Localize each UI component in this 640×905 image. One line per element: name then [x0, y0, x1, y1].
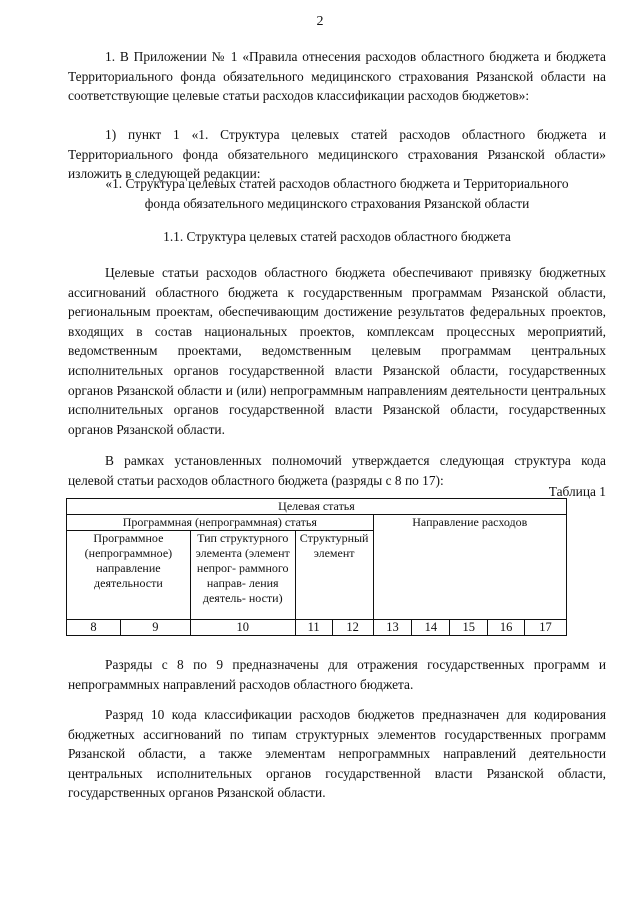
header-program-article: Программная (непрограммная) статья [67, 515, 374, 531]
digits-8-9-paragraph: Разряды с 8 по 9 предназначены для отражения государственных программ и непрограммных направлений расходов областного бюджета. [68, 657, 606, 692]
digit-cell: 11 [295, 620, 332, 636]
table-header-row-1 [67, 499, 567, 515]
digit-cell: 14 [412, 620, 450, 636]
section-heading: 1.1. Структура целевых статей расходов областного бюджета [163, 229, 511, 244]
quoted-heading [68, 174, 606, 213]
header-structural-type: Тип структурного элемента (элемент непрог- раммного направ- ления деятель- ности) [190, 531, 295, 620]
digit-cell: 8 [67, 620, 121, 636]
item-1-subitem-1-paragraph: 1) пункт 1 «1. Структура целевых статей расходов областного бюджета и Территориального фонда обязательного медицинского страхования Рязанской области» изложить в следующей редакции: [68, 127, 606, 182]
digit-cell: 15 [450, 620, 488, 636]
quoted-heading-line-1: «1. Структура целевых статей расходов областного бюджета и Территориального [105, 176, 569, 191]
digit-cell: 16 [488, 620, 525, 636]
table-caption: Таблица 1 [548, 484, 606, 499]
structure-paragraph: В рамках установленных полномочий утверждается следующая структура кода целевой статьи расходов областного бюджета (разряды с 8 по 17): [68, 453, 606, 488]
header-program-direction: Программное (непрограммное) направление деятельности [67, 531, 191, 620]
header-expense-direction: Направление расходов [373, 515, 566, 620]
assignments-paragraph: Целевые статьи расходов областного бюджета обеспечивают привязку бюджетных ассигнований областного бюджета к государственным программам Рязанской области, региональным проектам, обеспечивающим достижение результатов федеральных проектов, входящих в состав национальных проектов, комплексам процессных мероприятий, ведомственным проектами, ведомственным целевым программам центральных исполнительных органов государственной власти Рязанской области, государственных органов Рязанской области и (или) непрограммным направлениям деятельности центральных исполнительных органов государственной власти Рязанской области, государственных органов Рязанской области. [68, 265, 606, 437]
table-digits-row [67, 620, 567, 636]
digit-cell: 17 [525, 620, 567, 636]
digit-cell: 12 [332, 620, 373, 636]
digit-cell: 9 [120, 620, 190, 636]
page-number: 2 [316, 14, 324, 29]
table-header-row-2 [67, 515, 567, 531]
header-structural-element: Структурный элемент [295, 531, 373, 620]
quoted-heading-line-2: фонда обязательного медицинского страхования Рязанской области [144, 195, 530, 211]
digit-10-paragraph: Разряд 10 кода классификации расходов бюджетов предназначен для кодирования бюджетных ассигнований по типам структурных элементов государственных программ Рязанской области, а также элементам непрограммных направлений деятельности центральных исполнительных органов государственной власти Рязанской области, государственных органов Рязанской области. [68, 707, 606, 801]
header-target-article: Целевая статья [67, 499, 567, 515]
digit-cell: 13 [373, 620, 412, 636]
item-1-paragraph: 1. В Приложении № 1 «Правила отнесения расходов областного бюджета и бюджета Территориального фонда обязательного медицинского страхования Рязанской области на соответствующие целевые статьи расходов классификации расходов бюджетов»: [68, 49, 606, 104]
code-structure-table [66, 498, 567, 636]
digit-cell: 10 [190, 620, 295, 636]
